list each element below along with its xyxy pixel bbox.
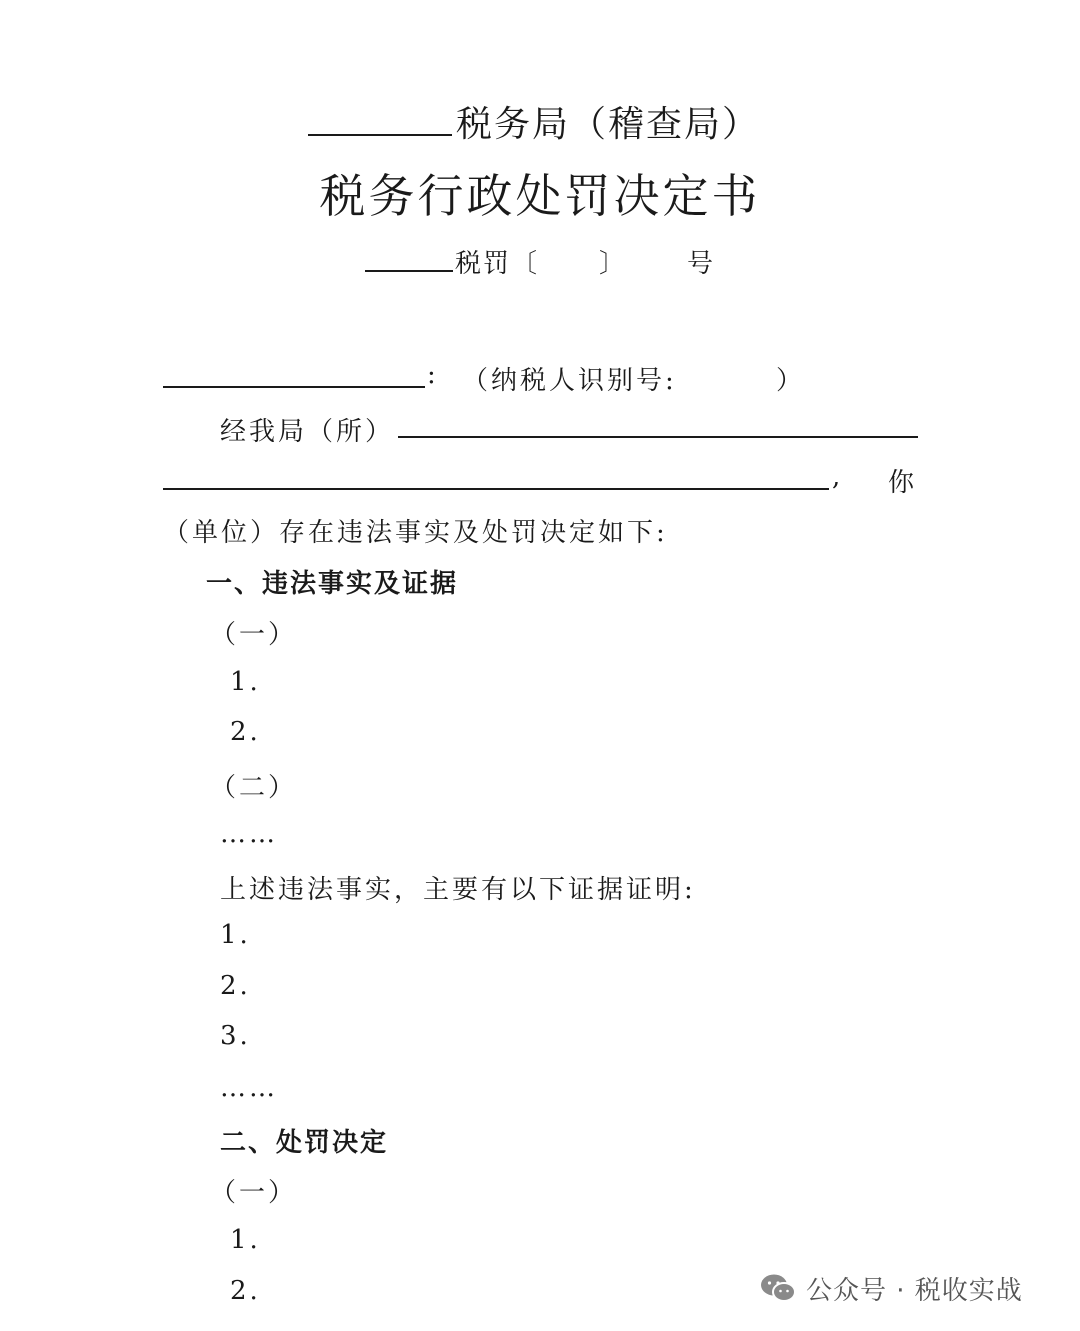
taxpayer-id-close: ） <box>776 366 806 396</box>
intro-line3: （单位）存在违法事实及处罚决定如下: <box>163 518 668 548</box>
agency-name-blank[interactable] <box>308 134 452 136</box>
section1-item1: 1. <box>230 667 261 697</box>
evidence-item3: 3. <box>220 1021 251 1051</box>
doc-number-suffix: 号 <box>687 249 716 279</box>
intro-comma: , <box>832 462 844 492</box>
wechat-icon <box>760 1273 796 1310</box>
doc-number-bracket-close: 〕 <box>599 249 628 279</box>
watermark <box>760 1270 1023 1310</box>
taxpayer-name-blank[interactable] <box>163 386 425 388</box>
section1-sub1: （一） <box>210 620 298 650</box>
doc-number-prefix: 税罚〔 <box>455 249 540 279</box>
section1-ellipsis2: …… <box>220 1073 278 1103</box>
section2-item1: 1. <box>230 1225 261 1255</box>
intro-blank-1[interactable] <box>398 436 918 438</box>
evidence-intro: 上述违法事实，主要有以下证据证明: <box>220 875 696 905</box>
addressee-colon: : <box>427 360 439 390</box>
section2-sub1: （一） <box>210 1178 298 1208</box>
section1-heading: 一、违法事实及证据 <box>206 569 459 599</box>
section1-item2: 2. <box>230 717 261 747</box>
document-number-line <box>365 243 715 280</box>
intro-lead: 经我局（所） <box>220 417 395 447</box>
evidence-item1: 1. <box>220 920 251 950</box>
section2-heading: 二、处罚决定 <box>220 1128 389 1158</box>
intro-you: 你 <box>888 468 918 498</box>
doc-number-prefix-blank[interactable] <box>365 270 453 272</box>
section1-ellipsis1: …… <box>220 819 278 849</box>
document-title: 税务行政处罚决定书 <box>319 169 761 223</box>
taxpayer-id-label: （纳税人识别号: <box>462 366 677 396</box>
watermark-text: 公众号 · 税收实战 <box>806 1276 1023 1306</box>
agency-suffix: 税务局（稽查局） <box>456 104 761 145</box>
section1-sub2: （二） <box>210 773 298 803</box>
section2-item2: 2. <box>230 1276 261 1306</box>
agency-line <box>308 96 760 147</box>
evidence-item2: 2. <box>220 971 251 1001</box>
intro-blank-2[interactable] <box>163 488 829 490</box>
